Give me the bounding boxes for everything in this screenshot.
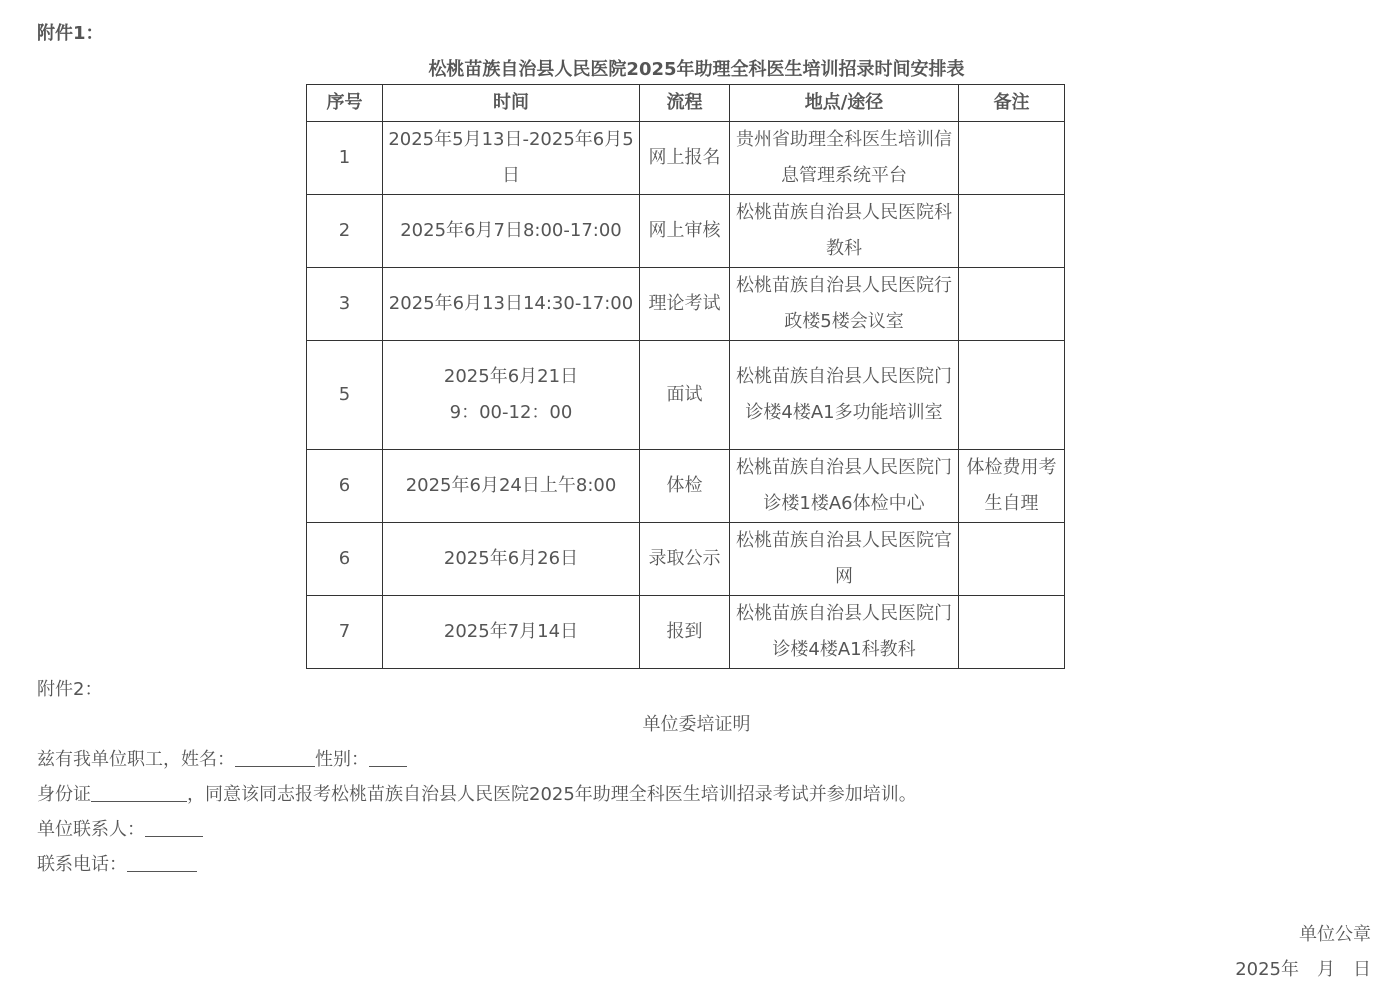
cell-remark [959,195,1065,268]
unit-seal-label: 单位公章 [1299,924,1371,945]
phone-blank [127,853,197,872]
cell-location: 贵州省助理全科医生培训信息管理系统平台 [730,122,959,195]
table-row [307,195,1065,268]
header-index: 序号 [307,85,383,122]
header-process: 流程 [640,85,730,122]
cell-location: 松桃苗族自治县人民医院行政楼5楼会议室 [730,268,959,341]
cell-remark [959,523,1065,596]
cell-time: 2025年6月26日 [383,523,640,596]
certificate-line-contact [37,815,203,841]
contact-label: 单位联系人： [37,819,145,840]
attachment1-label: 附件1： [37,23,104,44]
table-row [307,268,1065,341]
table-row [307,450,1065,523]
cell-process: 录取公示 [640,523,730,596]
attachment2-label: 附件2： [37,679,103,700]
cell-remark: 体检费用考生自理 [959,450,1065,523]
schedule-table [306,84,1065,669]
cell-time: 2025年6月24日上午8:00 [383,450,640,523]
id-label: 身份证 [37,784,91,805]
header-location: 地点/途径 [730,85,959,122]
cell-location: 松桃苗族自治县人民医院科教科 [730,195,959,268]
cell-index: 2 [307,195,383,268]
cell-time: 2025年5月13日-2025年6月5日 [383,122,640,195]
certificate-line-phone [37,850,197,876]
table-row [307,122,1065,195]
cell-index: 7 [307,596,383,669]
contact-blank [145,818,203,837]
certificate-line-name [37,745,407,771]
cell-index: 5 [307,341,383,450]
cell-time: 2025年6月13日14:30-17:00 [383,268,640,341]
cell-remark [959,122,1065,195]
certificate-title: 单位委培证明 [642,714,751,735]
cell-remark [959,268,1065,341]
table-row [307,523,1065,596]
header-time: 时间 [383,85,640,122]
cell-process: 体检 [640,450,730,523]
consent-text: ，同意该同志报考松桃苗族自治县人民医院2025年助理全科医生培训招录考试并参加培训。 [187,784,917,805]
cell-location: 松桃苗族自治县人民医院门诊楼1楼A6体检中心 [730,450,959,523]
cell-location: 松桃苗族自治县人民医院官网 [730,523,959,596]
cell-process: 网上审核 [640,195,730,268]
id-blank [91,783,187,802]
cell-location: 松桃苗族自治县人民医院门诊楼4楼A1多功能培训室 [730,341,959,450]
name-label: 兹有我单位职工，姓名： [37,749,235,770]
cell-index: 3 [307,268,383,341]
cell-time: 2025年7月14日 [383,596,640,669]
table-row [307,596,1065,669]
cell-time: 2025年6月7日8:00-17:00 [383,195,640,268]
cell-time: 2025年6月21日 9：00-12：00 [383,341,640,450]
phone-label: 联系电话： [37,854,127,875]
cell-remark [959,341,1065,450]
name-blank [235,748,315,767]
cell-index: 1 [307,122,383,195]
table-row [307,341,1065,450]
cell-index: 6 [307,523,383,596]
table-header-row [307,85,1065,122]
cell-index: 6 [307,450,383,523]
date-line: 2025年 月 日 [1235,959,1371,980]
cell-process: 报到 [640,596,730,669]
header-remark: 备注 [959,85,1065,122]
cell-process: 理论考试 [640,268,730,341]
cell-remark [959,596,1065,669]
gender-blank [369,748,407,767]
table-title: 松桃苗族自治县人民医院2025年助理全科医生培训招录时间安排表 [428,59,965,80]
certificate-line-id [37,780,917,806]
gender-label: 性别： [315,749,369,770]
cell-process: 网上报名 [640,122,730,195]
cell-location: 松桃苗族自治县人民医院门诊楼4楼A1科教科 [730,596,959,669]
cell-process: 面试 [640,341,730,450]
